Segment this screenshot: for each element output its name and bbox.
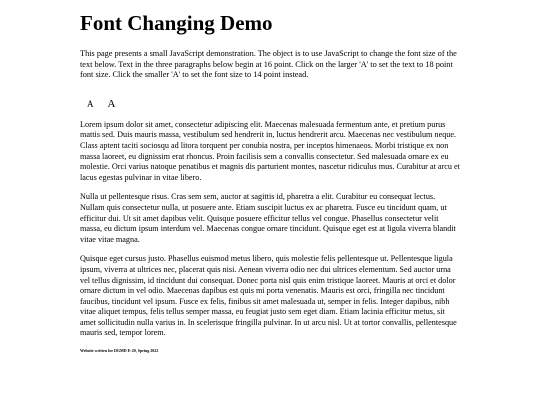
font-size-controls [87, 94, 460, 108]
content-paragraph-3: Quisque eget cursus justo. Phasellus euismod metus libero, quis molestie felis pellentesque ut. Pellentesque ligula ipsum, viverra at ultrices nec, placerat quis nisi. Aenean viverra odio nec dui ultrices elementum. Sed auctor urna vel tellus dignissim, id tincidunt dui consequat. Donec porta nisl quis enim tristique laoreet. Mauris at orci et dolor ornare dictum in vel odio. Maecenas dapibus est quis mi porta venenatis. Mauris est orci, fringilla nec tincidunt faucibus, tincidunt vel ipsum. Fusce ex felis, finibus sit amet malesuada ut, semper in felis. Integer dapibus, nibh vitae aliquet tempus, felis tellus semper massa, eu feugiat justo sem eget diam. Etiam lacinia efficitur metus, sit amet sollicitudin nulla varius in. In scelerisque fringilla pulvinar. In ut arcu nisl. Ut at tortor convallis, pellentesque mauris sed, tempor lorem. [80, 254, 457, 338]
increase-font-button[interactable]: A [107, 97, 116, 110]
intro-paragraph: This page presents a small JavaScript demonstration. The object is to use JavaScript to change the font size of the text below. Text in the three paragraphs below begin at 16 point. Click on the larger 'A' to set the text to 18 point font size. Click the smaller 'A' to set the font size to 14 point instead. [80, 49, 457, 80]
decrease-font-button[interactable]: A [87, 98, 94, 109]
content-paragraph-1: Lorem ipsum dolor sit amet, consectetur adipiscing elit. Maecenas malesuada fermentum ante, et pretium purus mattis sed. Duis mauris massa, vestibulum sed hendrerit in, luctus hendrerit arcu. Maecenas nec vestibulum neque. Class aptent taciti sociosqu ad litora torquent per conubia nostra, per inceptos himenaeos. Morbi tristique ex non massa laoreet, eu dignissim erat rhoncus. Proin facilisis sem a convallis consectetur. Sed malesuada ornare ex eu molestie. Orci varius natoque penatibus et magnis dis parturient montes, nascetur ridiculus mus. Curabitur at arcu et lacus egestas pulvinar in vitae libero. [80, 119, 460, 182]
page-title: Font Changing Demo [80, 11, 273, 35]
content-paragraph-2: Nulla ut pellentesque risus. Cras sem sem, auctor at sagittis id, pharetra a elit. Curabitur eu consequat lectus. Nullam quis consectetur nulla, ut posuere ante. Etiam suscipit luctus ex ac pharetra. Fusce eu tincidunt quam, ut efficitur dui. Ut sit amet dapibus velit. Quisque posuere efficitur tellus vel congue. Phasellus consectetur velit massa, eu dictum ipsum interdum vel. Maecenas congue ornare tincidunt. Quisque eget est at ligula viverra blandit vitae vitae magna. [80, 192, 456, 244]
resizable-content [80, 120, 460, 339]
footer-credit: Website written for DGMD E-20, Spring 2022 [80, 348, 159, 354]
